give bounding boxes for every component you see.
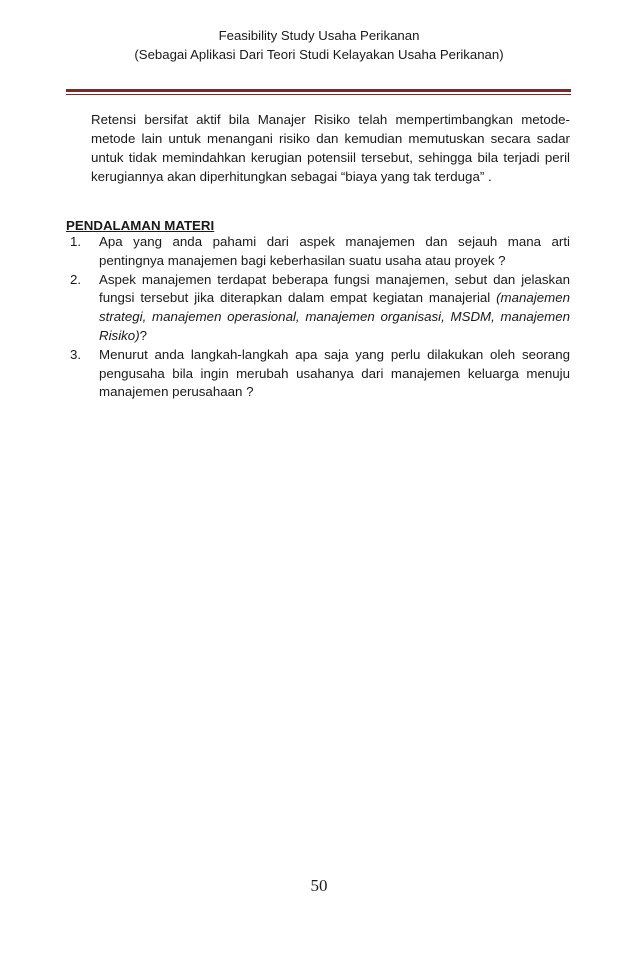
list-item-text-end: ? bbox=[139, 327, 148, 343]
list-item-italic-text: (manajemen strategi, manajemen operasional, manajemen organisasi, MSDM, manajemen Risiko) bbox=[99, 290, 570, 343]
section-title: PENDALAMAN MATERI bbox=[66, 218, 215, 233]
header-rule-thick bbox=[66, 89, 571, 92]
list-item-text: Aspek manajemen terdapat beberapa fungsi manajemen, sebut dan jelaskan fungsi tersebut jika diterapkan dalam empat kegiatan manajerial bbox=[99, 271, 570, 306]
question-list bbox=[66, 233, 570, 402]
list-item-number: 3. bbox=[70, 346, 82, 362]
list-item-number: 1. bbox=[70, 234, 82, 249]
header-subtitle: (Sebagai Aplikasi Dari Teori Studi Kelayakan Usaha Perikanan) bbox=[134, 47, 504, 62]
header-rule-thin bbox=[66, 94, 571, 95]
list-item bbox=[66, 346, 570, 402]
list-item bbox=[66, 233, 570, 271]
list-item-text: Apa yang anda pahami dari aspek manajemen dan sejauh mana arti pentingnya manajemen bagi keberhasilan suatu usaha atau proyek ? bbox=[99, 234, 570, 268]
list-item-text: Menurut anda langkah-langkah apa saja yang perlu dilakukan oleh seorang pengusaha bila ingin merubah usahanya dari manajemen keluarga menuju manajemen perusahaan ? bbox=[99, 346, 570, 400]
list-item-number: 2. bbox=[70, 271, 82, 287]
list-item bbox=[66, 271, 570, 346]
running-header bbox=[0, 26, 638, 64]
header-title: Feasibility Study Usaha Perikanan bbox=[218, 28, 420, 43]
page-number: 50 bbox=[310, 876, 328, 895]
retensi-paragraph: Retensi bersifat aktif bila Manajer Risiko telah mempertimbangkan metode-metode lain untuk menangani risiko dan kemudian memutuskan secara sadar untuk tidak memindahkan kerugian potensiil tersebut, sehingga bila terjadi peril kerugiannya akan diperhitungkan sebagai “biaya yang tak terduga” . bbox=[91, 112, 570, 184]
